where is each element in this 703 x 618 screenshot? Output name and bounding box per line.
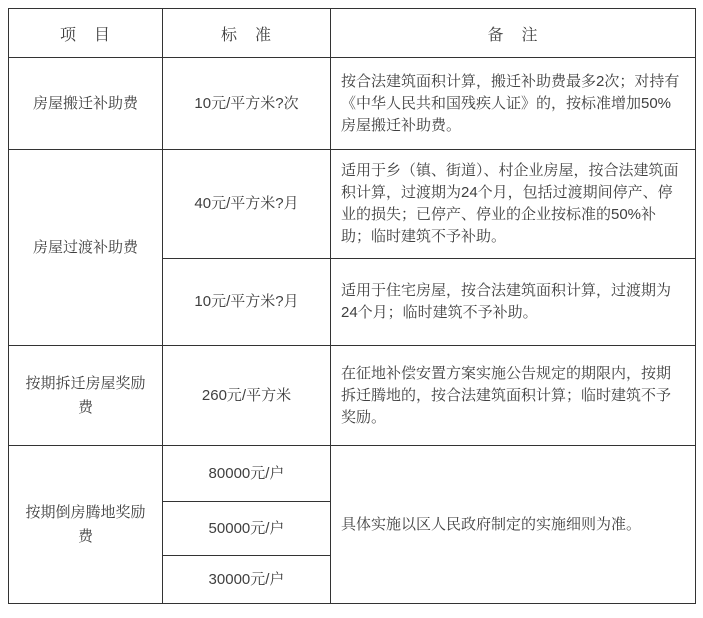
standard-cell: 10元/平方米?次 bbox=[163, 58, 331, 150]
item-cell-relocation-subsidy: 房屋搬迁补助费 bbox=[9, 58, 163, 150]
standard-cell: 80000元/户 bbox=[163, 446, 331, 502]
note-cell: 适用于乡（镇、街道）、村企业房屋，按合法建筑面积计算，过渡期为24个月，包括过渡期间停产、停业的损失；已停产、停业的企业按标准的50%补助；临时建筑不予补助。 bbox=[331, 150, 696, 259]
header-row bbox=[9, 9, 696, 58]
note-cell: 适用于住宅房屋，按合法建筑面积计算，过渡期为24个月；临时建筑不予补助。 bbox=[331, 259, 696, 346]
standard-cell: 10元/平方米?月 bbox=[163, 259, 331, 346]
note-cell-shared: 具体实施以区人民政府制定的实施细则为准。 bbox=[331, 446, 696, 604]
column-header-note: 备 注 bbox=[331, 9, 696, 58]
note-cell: 按合法建筑面积计算，搬迁补助费最多2次；对持有《中华人民共和国残疾人证》的，按标准增加50%房屋搬迁补助费。 bbox=[331, 58, 696, 150]
page bbox=[0, 8, 703, 618]
compensation-standards-table bbox=[8, 8, 696, 604]
item-cell-ontime-vacate-reward: 按期倒房腾地奖励费 bbox=[9, 446, 163, 604]
table-row bbox=[9, 346, 696, 446]
column-header-item: 项 目 bbox=[9, 9, 163, 58]
note-cell: 在征地补偿安置方案实施公告规定的期限内，按期拆迁腾地的，按合法建筑面积计算；临时建筑不予奖励。 bbox=[331, 346, 696, 446]
item-cell-ontime-demolition-reward: 按期拆迁房屋奖励费 bbox=[9, 346, 163, 446]
column-header-standard: 标 准 bbox=[163, 9, 331, 58]
table-row bbox=[9, 446, 696, 502]
table-row bbox=[9, 150, 696, 259]
table-row bbox=[9, 58, 696, 150]
standard-cell: 50000元/户 bbox=[163, 502, 331, 556]
standard-cell: 30000元/户 bbox=[163, 556, 331, 604]
item-cell-transition-subsidy: 房屋过渡补助费 bbox=[9, 150, 163, 346]
standard-cell: 260元/平方米 bbox=[163, 346, 331, 446]
standard-cell: 40元/平方米?月 bbox=[163, 150, 331, 259]
